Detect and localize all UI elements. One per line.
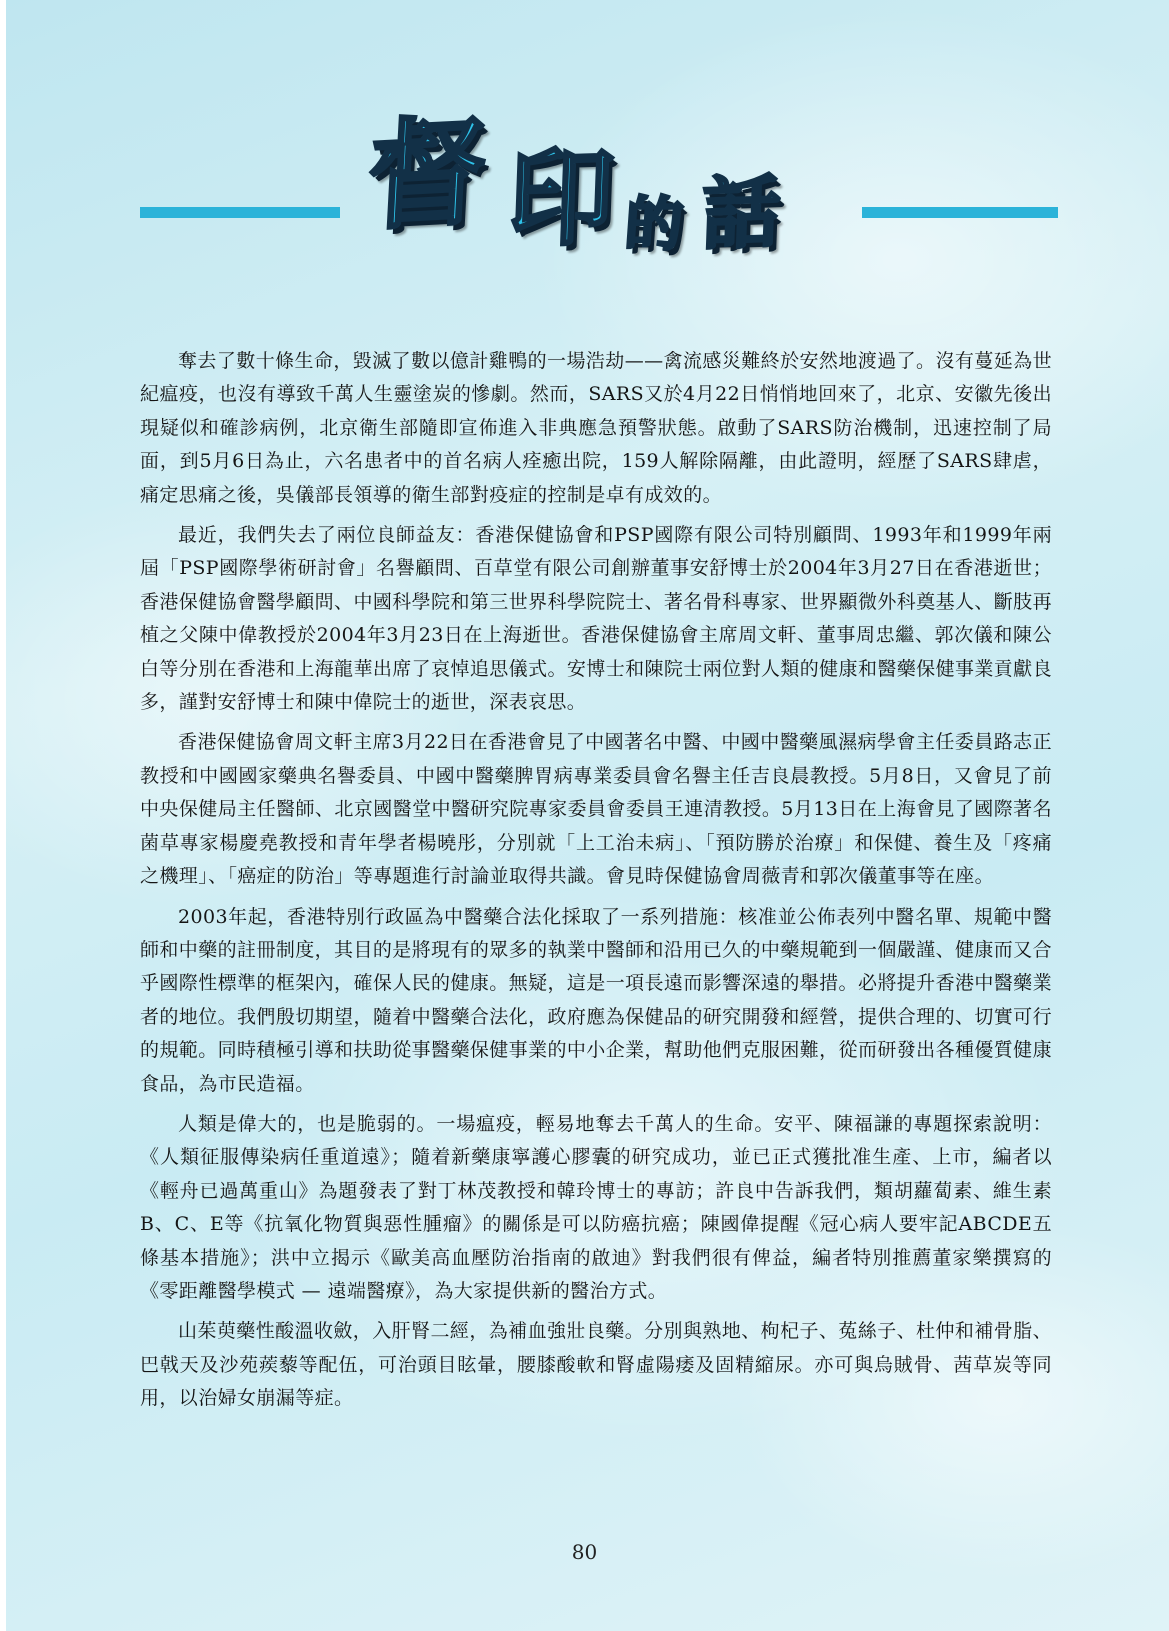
paragraph-4: 2003年起，香港特別行政區為中醫藥合法化採取了一系列措施：核准並公佈表列中醫名單、規範中醫師和中藥的註冊制度，其目的是將現有的眾多的執業中醫師和沿用已久的中藥規範到一個嚴謹、健康而又合乎國際性標準的框架內，確保人民的健康。無疑，這是一項長遠而影響深遠的舉措。必將提升香港中醫藥業者的地位。我們殷切期望，隨着中醫藥合法化，政府應為保健品的研究開發和經營，提供合理的、切實可行的規範。同時積極引導和扶助從事醫藥保健事業的中小企業，幫助他們克服困難，從而研發出各種優質健康食品，為市民造福。	[140, 905, 1052, 1095]
title-char-4: 話	[700, 166, 782, 261]
article-body	[140, 345, 1052, 1423]
paragraph-3: 香港保健協會周文軒主席3月22日在香港會見了中國著名中醫、中國中醫藥風濕病學會主任委員路志正教授和中國國家藥典名譽委員、中國中醫藥脾胃病專業委員會名譽主任吉良晨教授。5月8日，又會見了前中央保健局主任醫師、北京國醫堂中醫研究院專家委員會委員王連清教授。5月13日在上海會見了國際著名菌草專家楊慶堯教授和青年學者楊曉彤，分別就「上工治未病」、「預防勝於治療」和保健、養生及「疼痛之機理」、「癌症的防治」等專題進行討論並取得共識。會見時保健協會周薇青和郭次儀董事等在座。	[140, 731, 1052, 888]
title-left-rule	[140, 207, 340, 218]
paragraph-2: 最近，我們失去了兩位良師益友：香港保健協會和PSP國際有限公司特別顧問、1993年和1999年兩屆「PSP國際學術研討會」名譽顧問、百草堂有限公司創辦董事安舒博士於2004年3月27日在香港逝世；香港保健協會醫學顧問、中國科學院和第三世界科學院院士、著名骨科專家、世界顯微外科奠基人、斷肢再植之父陳中偉教授於2004年3月23日在上海逝世。香港保健協會主席周文軒、董事周忠繼、郭次儀和陳公白等分別在香港和上海龍華出席了哀悼追思儀式。安博士和陳院士兩位對人類的健康和醫藥保健事業貢獻良多，謹對安舒博士和陳中偉院士的逝世，深表哀思。	[140, 524, 1052, 714]
paragraph-5: 人類是偉大的，也是脆弱的。一場瘟疫，輕易地奪去千萬人的生命。安平、陳福謙的專題探索說明：《人類征服傳染病任重道遠》；隨着新藥康寧護心膠囊的研究成功，並已正式獲批准生產、上市，編者以《輕舟已過萬重山》為題發表了對丁林茂教授和韓玲博士的專訪；許良中告訴我們，類胡蘿蔔素、維生素B、C、E等《抗氧化物質與惡性腫瘤》的關係是可以防癌抗癌；陳國偉提醒《冠心病人要牢記ABCDE五條基本措施》；洪中立揭示《歐美高血壓防治指南的啟迪》對我們很有俾益，編者特別推薦董家樂撰寫的《零距離醫學模式 — 遠端醫療》，為大家提供新的醫治方式。	[140, 1112, 1052, 1302]
title-char-1: 督	[364, 101, 490, 246]
title-char-3: 的	[622, 190, 686, 258]
paragraph-6: 山茱萸藥性酸溫收斂，入肝腎二經，為補血強壯良藥。分別與熟地、枸杞子、菟絲子、杜仲和補骨脂、巴戟天及沙苑蒺藜等配伍，可治頭目眩暈，腰膝酸軟和腎虛陽痿及固精縮尿。亦可與烏賊骨、茜草炭等同用，以治婦女崩漏等症。	[140, 1320, 1052, 1410]
title-right-rule	[862, 207, 1058, 218]
paragraph-1: 奪去了數十條生命，毀滅了數以億計雞鴨的一場浩劫——禽流感災難終於安然地渡過了。沒有蔓延為世紀瘟疫，也沒有導致千萬人生靈塗炭的慘劇。然而，SARS又於4月22日悄悄地回來了，北京、安徽先後出現疑似和確診病例，北京衛生部隨即宣佈進入非典應急預警狀態。啟動了SARS防治機制，迅速控制了局面，到5月6日為止，六名患者中的首名病人痊癒出院，159人解除隔離，由此證明，經歷了SARS肆虐，痛定思痛之後，吳儀部長領導的衛生部對疫症的控制是卓有成效的。	[140, 350, 1052, 506]
title-block	[0, 95, 1169, 295]
title-char-2: 印	[505, 133, 617, 262]
page-number: 80	[571, 1540, 598, 1564]
